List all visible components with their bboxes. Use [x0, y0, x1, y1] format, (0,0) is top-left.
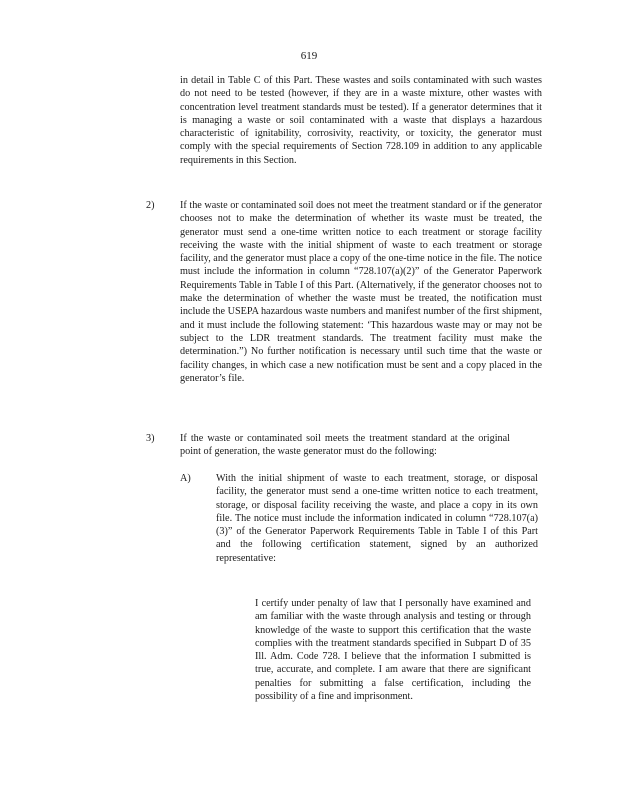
- item-3-text: If the waste or contaminated soil meets the treatment standard at the original point of generation, the waste generator must do the following:: [180, 433, 510, 458]
- item-2-text: If the waste or contaminated soil does not meet the treatment standard or if the generator chooses not to make the determination of whether its waste must be treated, the generator must send a one-time written notice to each treatment or storage facility receiving the waste with the initial shipment of waste to each treatment or storage facility, and the generator must place a copy of the one-time notice in the file. The notice must include the information in column “728.107(a)(2)” of the Generator Paperwork Requirements Table in Table I of this Part. (Alternatively, if the generator chooses not to make the determination of whether the waste must be treated, the notification must include the USEPA hazardous waste numbers and manifest number of the first shipment, and it must include the following statement: ‘This hazardous waste may or may not be subject to the LDR treatment standards. The treatment facility must make the determination.”) No further notification is necessary until such time that the waste or facility changes, in which case a new notification must be sent and a copy placed in the generator’s file.: [180, 200, 542, 384]
- intro-paragraph: [180, 74, 542, 167]
- item-3-number: 3): [146, 433, 155, 444]
- item-2-number: 2): [146, 200, 155, 211]
- certification-statement: [255, 597, 531, 703]
- item-a-text: With the initial shipment of waste to each treatment, storage, or disposal facility, the generator must send a one-time written notice to each treatment, storage, or disposal facility receiving the waste, and place a copy in its own file. The notice must include the information indicated in column “728.107(a)(3)” of the Generator Paperwork Requirements Table in Table I of this Part and the following certification statement, signed by an authorized representative:: [216, 473, 538, 564]
- intro-paragraph-text: in detail in Table C of this Part. These wastes and soils contaminated with such wastes do not need to be tested (however, if they are in a waste mixture, other wastes with concentration level treatment standards must be tested). If a generator determines that it is managing a waste or soil contaminated with a waste that displays a hazardous characteristic of ignitability, corrosivity, reactivity, or toxicity, the generator must comply with the special requirements of Section 728.109 in addition to any applicable requirements in this Section.: [180, 75, 542, 166]
- page-number: 619: [300, 50, 318, 62]
- item-2-paragraph: [180, 199, 542, 385]
- item-a-number: A): [180, 473, 191, 484]
- item-3-paragraph: [180, 432, 510, 459]
- certification-text: I certify under penalty of law that I personally have examined and am familiar with the waste through analysis and testing or through knowledge of the waste to support this certification that the waste complies with the treatment standards specified in Subpart D of 35 Ill. Adm. Code 728. I believe that the information I submitted is true, accurate, and complete. I am aware that there are significant penalties for submitting a false certification, including the possibility of a fine and imprisonment.: [255, 598, 531, 703]
- item-a-paragraph: [216, 472, 538, 565]
